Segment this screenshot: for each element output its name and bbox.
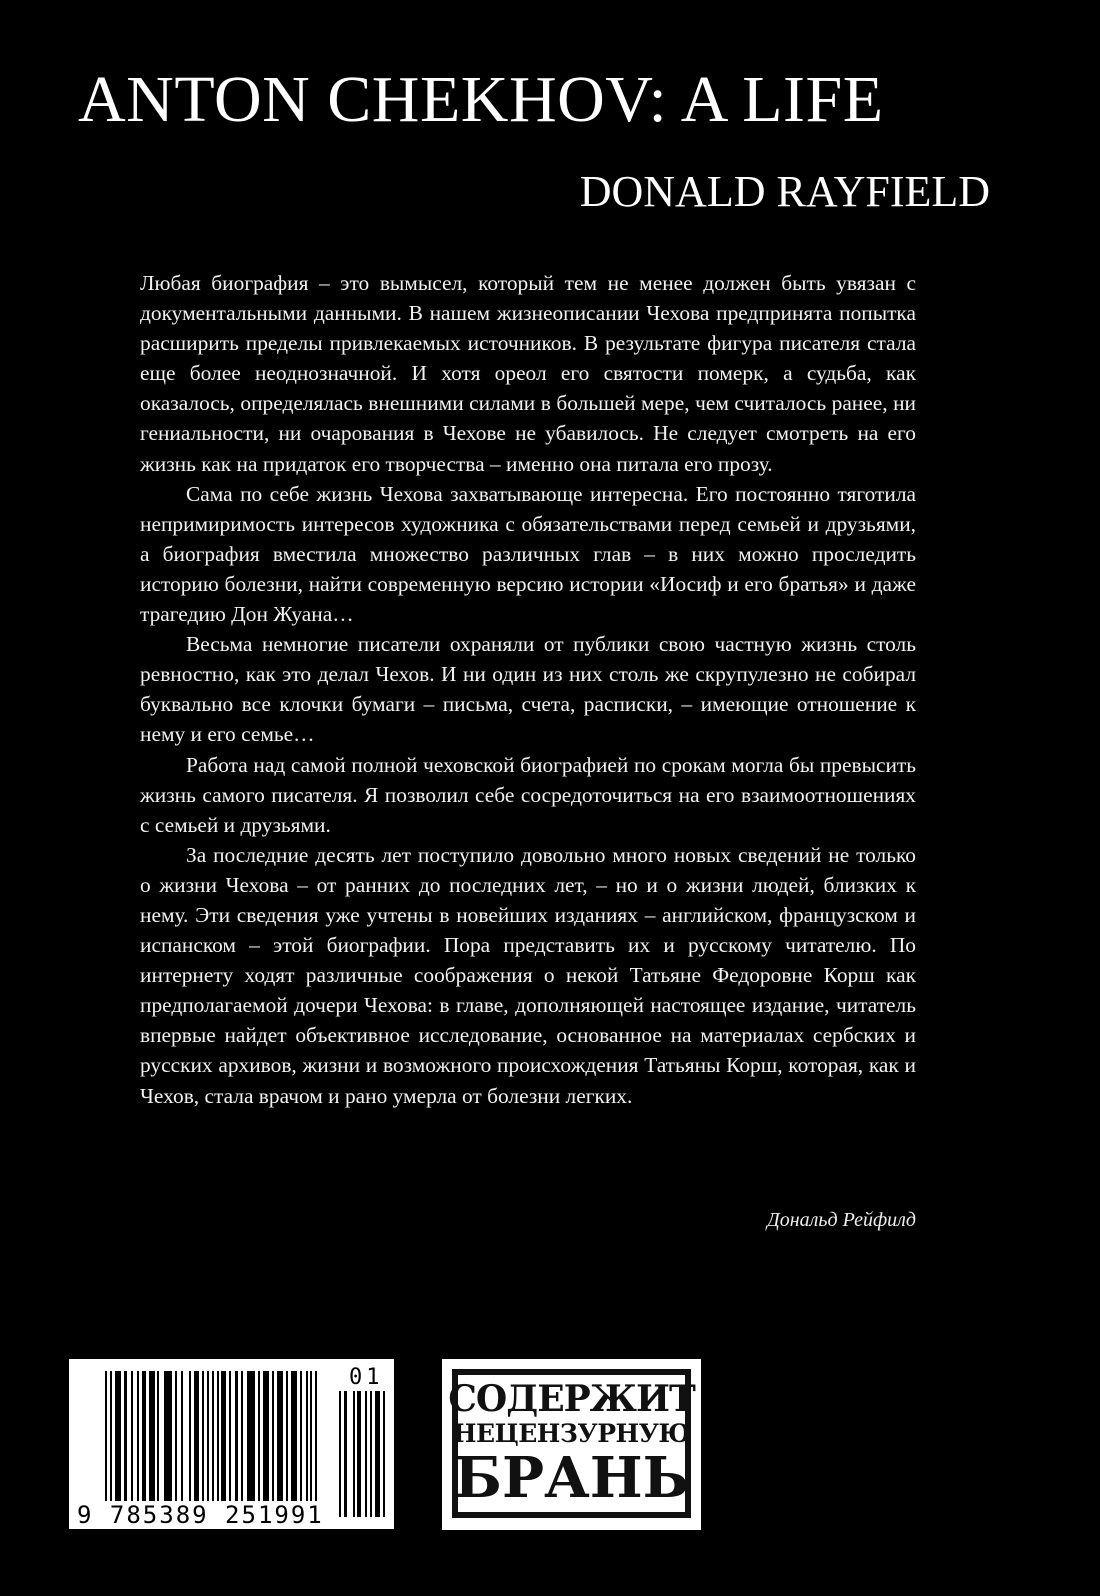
blurb-paragraph: Работа над самой полной чеховской биографией по срокам могла бы превысить жизнь самого писателя. Я позволил себе сосредоточиться на его взаимоотношениях с семьей и друзьями. xyxy=(140,752,916,837)
book-title: ANTON CHEKHOV: A LIFE xyxy=(78,63,884,136)
profanity-warning-label xyxy=(442,1359,701,1530)
blurb-text xyxy=(140,268,916,1111)
isbn-barcode xyxy=(69,1359,394,1529)
warning-line-3: БРАНЬ xyxy=(454,1445,689,1511)
warning-line-2: НЕЦЕНЗУРНУЮ xyxy=(452,1419,691,1448)
warning-frame xyxy=(448,1369,695,1518)
author-signature: Дональд Рейфилд xyxy=(767,1209,916,1231)
warning-line-1: СОДЕРЖИТ xyxy=(448,1378,695,1420)
blurb-paragraph: Сама по себе жизнь Чехова захватывающе интересна. Его постоянно тяготила непримиримость интересов художника с обязательствами перед семьей и друзьями, а биография вместила множество различных глав – в них можно проследить историю болезни, найти современную версию истории «Иосиф и его братья» и даже трагедию Дон Жуана… xyxy=(140,481,916,627)
blurb-paragraph: Любая биография – это вымысел, который тем не менее должен быть увязан с документальными данными. В нашем жизнеописании Чехова предпринята попытка расширить пределы привлекаемых источников. В результате фигура писателя стала еще более неоднозначной. И хотя ореол его святости померк, а судьба, как оказалось, определялась внешними силами в большей мере, чем считалось ранее, ни гениальности, ни очарования в Чехове не убавилось. Не следует смотреть на его жизнь как на придаток его творчества – именно она питала его прозу. xyxy=(140,271,916,476)
blurb-paragraph: Весьма немногие писатели охраняли от публики свою частную жизнь столь ревностно, как это делал Чехов. И ни один из них столь же скрупулезно не собирал буквально все клочки бумаги – письма, счета, расписки, – имеющие отношение к нему и его семье… xyxy=(140,632,916,747)
isbn-number: 9 785389 251991 xyxy=(77,1501,324,1529)
blurb-paragraph: За последние десять лет поступило довольно много новых сведений не только о жизни Чехова – от ранних до последних лет, – но и о жизни людей, близких к нему. Эти сведения уже учтены в новейших изданиях – английском, французском и испанском – этой биографии. Пора представить их и русскому читателю. По интернету ходят различные соображения о некой Татьяне Федоровне Корш как предполагаемой дочери Чехова: в главе, дополняющей настоящее издание, читатель впервые найдет объективное исследование, основанное на материалах сербских и русских архивов, жизни и возможного происхождения Татьяны Корш, которая, как и Чехов, стала врачом и рано умерла от болезни легких. xyxy=(140,842,916,1108)
barcode-addon: 01 xyxy=(349,1365,384,1390)
book-author: DONALD RAYFIELD xyxy=(579,167,990,216)
